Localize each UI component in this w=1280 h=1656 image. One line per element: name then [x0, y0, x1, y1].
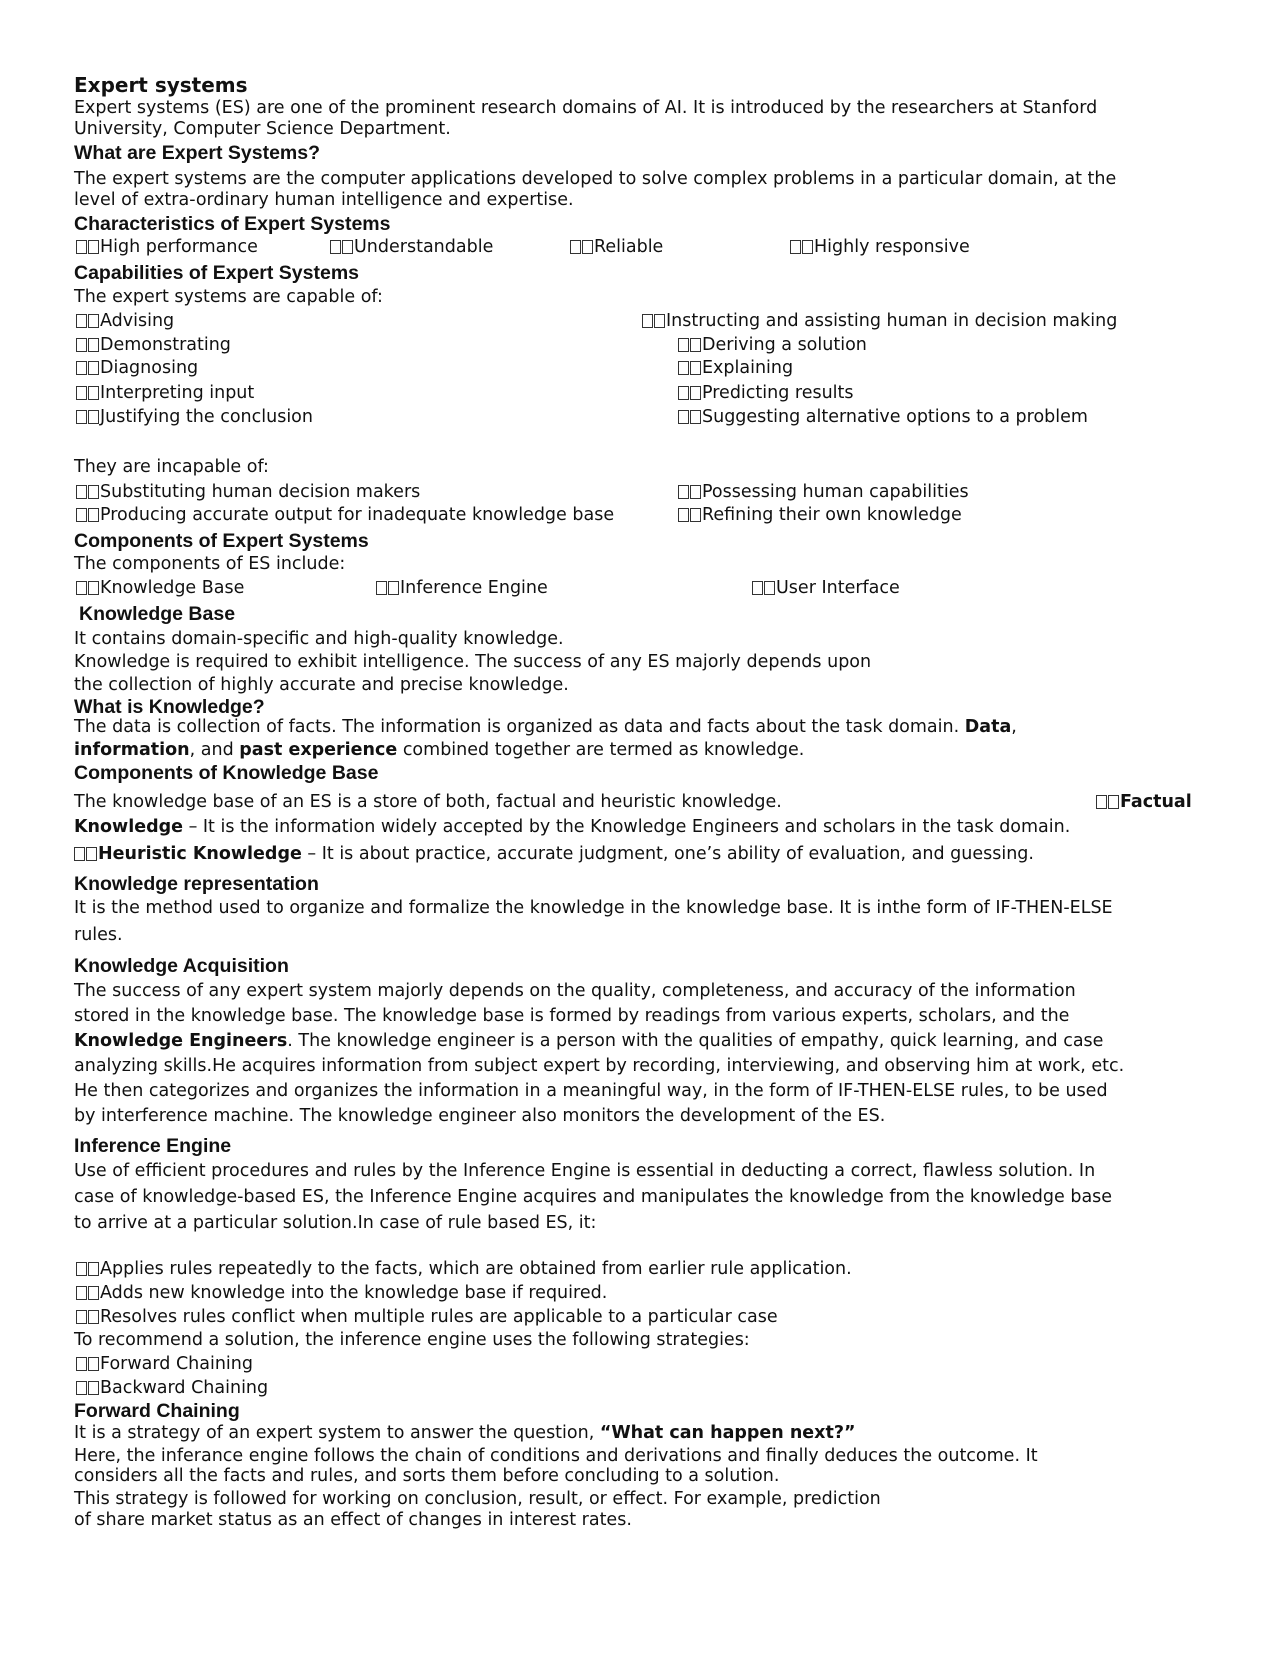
bullet-glyph-icon	[76, 1310, 87, 1324]
bullet-glyph-icon	[330, 240, 341, 254]
section-heading: Components of Knowledge Base	[74, 762, 379, 784]
bullet-glyph-icon	[76, 314, 87, 328]
bullet-glyph-icon	[76, 386, 87, 400]
bullet-glyph-icon	[342, 240, 353, 254]
list-item: Diagnosing	[76, 358, 198, 379]
list-item: Knowledge Base	[76, 578, 244, 599]
bullet-glyph-icon	[76, 1357, 87, 1371]
list-item: Backward Chaining	[76, 1378, 268, 1399]
bullet-glyph-icon	[678, 338, 689, 352]
list-item: Suggesting alternative options to a problem	[678, 407, 1088, 428]
intro-line: University, Computer Science Department.	[74, 119, 451, 139]
bullet-glyph-icon	[678, 410, 689, 424]
bullet-glyph-icon	[752, 581, 763, 595]
paragraph-line: stored in the knowledge base. The knowledge base is formed by readings from various experts, scholars, and the	[74, 1006, 1070, 1026]
paragraph-line: The expert systems are capable of:	[74, 287, 383, 307]
list-item: Reliable	[570, 237, 663, 258]
list-item: Interpreting input	[76, 383, 254, 404]
bullet-glyph-icon	[690, 508, 701, 522]
bullet-glyph-icon	[88, 314, 99, 328]
paragraph-line: level of extra-ordinary human intelligence and expertise.	[74, 190, 574, 210]
bullet-glyph-icon	[790, 240, 801, 254]
paragraph-line: by interference machine. The knowledge engineer also monitors the development of the ES.	[74, 1106, 886, 1126]
bullet-glyph-icon	[88, 1262, 99, 1276]
paragraph-line: This strategy is followed for working on conclusion, result, or effect. For example, prediction	[74, 1489, 881, 1509]
bullet-glyph-icon	[76, 410, 87, 424]
paragraph-line: considers all the facts and rules, and sorts them before concluding to a solution.	[74, 1466, 780, 1486]
list-item: Producing accurate output for inadequate knowledge base	[76, 505, 614, 526]
bullet-glyph-icon	[88, 581, 99, 595]
bullet-glyph-icon	[76, 581, 87, 595]
bullet-glyph-icon	[88, 485, 99, 499]
list-item: Substituting human decision makers	[76, 482, 420, 503]
bullet-glyph-icon	[642, 314, 653, 328]
bullet-glyph-icon	[678, 386, 689, 400]
section-heading: Components of Expert Systems	[74, 530, 369, 552]
list-item: Possessing human capabilities	[678, 482, 969, 503]
paragraph-line: It is a strategy of an expert system to answer the question, “What can happen next?”	[74, 1423, 856, 1443]
list-item: Factual	[1096, 792, 1192, 813]
list-item: Understandable	[330, 237, 493, 258]
bullet-glyph-icon	[76, 338, 87, 352]
paragraph-line: It is the method used to organize and formalize the knowledge in the knowledge base. It is inthe form of IF-THEN-ELSE	[74, 898, 1113, 918]
paragraph-line: To recommend a solution, the inference engine uses the following strategies:	[74, 1330, 750, 1350]
list-item: Forward Chaining	[76, 1354, 253, 1375]
paragraph-line: They are incapable of:	[74, 457, 269, 477]
bullet-glyph-icon	[802, 240, 813, 254]
paragraph-line: to arrive at a particular solution.In case of rule based ES, it:	[74, 1213, 597, 1233]
list-item: Instructing and assisting human in decision making	[642, 311, 1117, 332]
bullet-glyph-icon	[678, 508, 689, 522]
bullet-glyph-icon	[86, 847, 97, 861]
paragraph-line: The expert systems are the computer applications developed to solve complex problems in a particular domain, at the	[74, 169, 1117, 189]
bullet-glyph-icon	[570, 240, 581, 254]
bullet-glyph-icon	[76, 485, 87, 499]
section-heading: Forward Chaining	[74, 1400, 240, 1422]
bullet-glyph-icon	[764, 581, 775, 595]
paragraph-line: Knowledge – It is the information widely accepted by the Knowledge Engineers and scholars in the task domain.	[74, 817, 1071, 837]
bullet-glyph-icon	[88, 361, 99, 375]
bullet-glyph-icon	[654, 314, 665, 328]
list-item: Demonstrating	[76, 335, 231, 356]
bullet-glyph-icon	[388, 581, 399, 595]
paragraph-line: The components of ES include:	[74, 554, 346, 574]
list-item: Advising	[76, 311, 174, 332]
paragraph-line: The success of any expert system majorly depends on the quality, completeness, and accuracy of the information	[74, 981, 1076, 1001]
section-heading: Capabilities of Expert Systems	[74, 262, 360, 284]
list-item: Predicting results	[678, 383, 854, 404]
paragraph-line: Here, the inferance engine follows the chain of conditions and derivations and finally deduces the outcome. It	[74, 1446, 1038, 1466]
bullet-glyph-icon	[88, 1310, 99, 1324]
list-item: Explaining	[678, 358, 793, 379]
paragraph-line: He then categorizes and organizes the information in a meaningful way, in the form of IF-THEN-ELSE rules, to be used	[74, 1081, 1108, 1101]
section-heading: Knowledge Base	[79, 603, 236, 625]
bullet-glyph-icon	[76, 1381, 87, 1395]
list-item: Applies rules repeatedly to the facts, which are obtained from earlier rule application.	[76, 1259, 852, 1280]
bullet-glyph-icon	[76, 1286, 87, 1300]
list-item: Heuristic Knowledge – It is about practice, accurate judgment, one’s ability of evaluation, and guessing.	[74, 844, 1034, 865]
bullet-glyph-icon	[690, 361, 701, 375]
paragraph-line: rules.	[74, 925, 123, 945]
list-item: Adds new knowledge into the knowledge base if required.	[76, 1283, 607, 1304]
bullet-glyph-icon	[690, 338, 701, 352]
section-heading: Characteristics of Expert Systems	[74, 213, 391, 235]
paragraph-line: the collection of highly accurate and precise knowledge.	[74, 675, 569, 695]
bullet-glyph-icon	[376, 581, 387, 595]
paragraph-line: analyzing skills.He acquires information from subject expert by recording, interviewing, and observing him at work, etc.	[74, 1056, 1125, 1076]
list-item: Justifying the conclusion	[76, 407, 313, 428]
bullet-glyph-icon	[1096, 795, 1107, 809]
page-title: Expert systems	[74, 73, 248, 97]
bullet-glyph-icon	[88, 338, 99, 352]
bullet-glyph-icon	[690, 386, 701, 400]
bullet-glyph-icon	[76, 361, 87, 375]
bullet-glyph-icon	[74, 847, 85, 861]
paragraph-line: Knowledge is required to exhibit intelligence. The success of any ES majorly depends upon	[74, 652, 872, 672]
bullet-glyph-icon	[88, 240, 99, 254]
list-item: Deriving a solution	[678, 335, 867, 356]
bullet-glyph-icon	[1108, 795, 1119, 809]
list-item: Refining their own knowledge	[678, 505, 962, 526]
paragraph-line: The knowledge base of an ES is a store of both, factual and heuristic knowledge.	[74, 792, 782, 812]
list-item: High performance	[76, 237, 258, 258]
bullet-glyph-icon	[88, 1357, 99, 1371]
bullet-glyph-icon	[582, 240, 593, 254]
bullet-glyph-icon	[88, 1286, 99, 1300]
paragraph-line: of share market status as an effect of changes in interest rates.	[74, 1510, 632, 1530]
bullet-glyph-icon	[88, 1381, 99, 1395]
bullet-glyph-icon	[678, 361, 689, 375]
section-heading: Inference Engine	[74, 1135, 232, 1157]
paragraph-line: Use of efficient procedures and rules by the Inference Engine is essential in deducting a correct, flawless solution. In	[74, 1161, 1096, 1181]
paragraph-line: The data is collection of facts. The information is organized as data and facts about the task domain. Data,	[74, 717, 1017, 737]
paragraph-line: Knowledge Engineers. The knowledge engineer is a person with the qualities of empathy, quick learning, and case	[74, 1031, 1104, 1051]
list-item: Resolves rules conflict when multiple rules are applicable to a particular case	[76, 1307, 778, 1328]
bullet-glyph-icon	[76, 1262, 87, 1276]
section-heading: What are Expert Systems?	[74, 142, 321, 164]
bullet-glyph-icon	[690, 410, 701, 424]
paragraph-line: case of knowledge-based ES, the Inference Engine acquires and manipulates the knowledge from the knowledge base	[74, 1187, 1113, 1207]
bullet-glyph-icon	[76, 508, 87, 522]
bullet-glyph-icon	[88, 508, 99, 522]
bullet-glyph-icon	[678, 485, 689, 499]
intro-line: Expert systems (ES) are one of the prominent research domains of AI. It is introduced by the researchers at Stanford	[74, 98, 1098, 118]
bullet-glyph-icon	[690, 485, 701, 499]
list-item: User Interface	[752, 578, 900, 599]
bullet-glyph-icon	[88, 386, 99, 400]
list-item: Inference Engine	[376, 578, 548, 599]
paragraph-line: information, and past experience combined together are termed as knowledge.	[74, 740, 805, 760]
list-item: Highly responsive	[790, 237, 970, 258]
paragraph-line: It contains domain-specific and high-quality knowledge.	[74, 629, 564, 649]
section-heading: Knowledge representation	[74, 873, 319, 895]
section-heading: Knowledge Acquisition	[74, 955, 289, 977]
section-heading: What is Knowledge?	[74, 696, 265, 718]
bullet-glyph-icon	[76, 240, 87, 254]
bullet-glyph-icon	[88, 410, 99, 424]
